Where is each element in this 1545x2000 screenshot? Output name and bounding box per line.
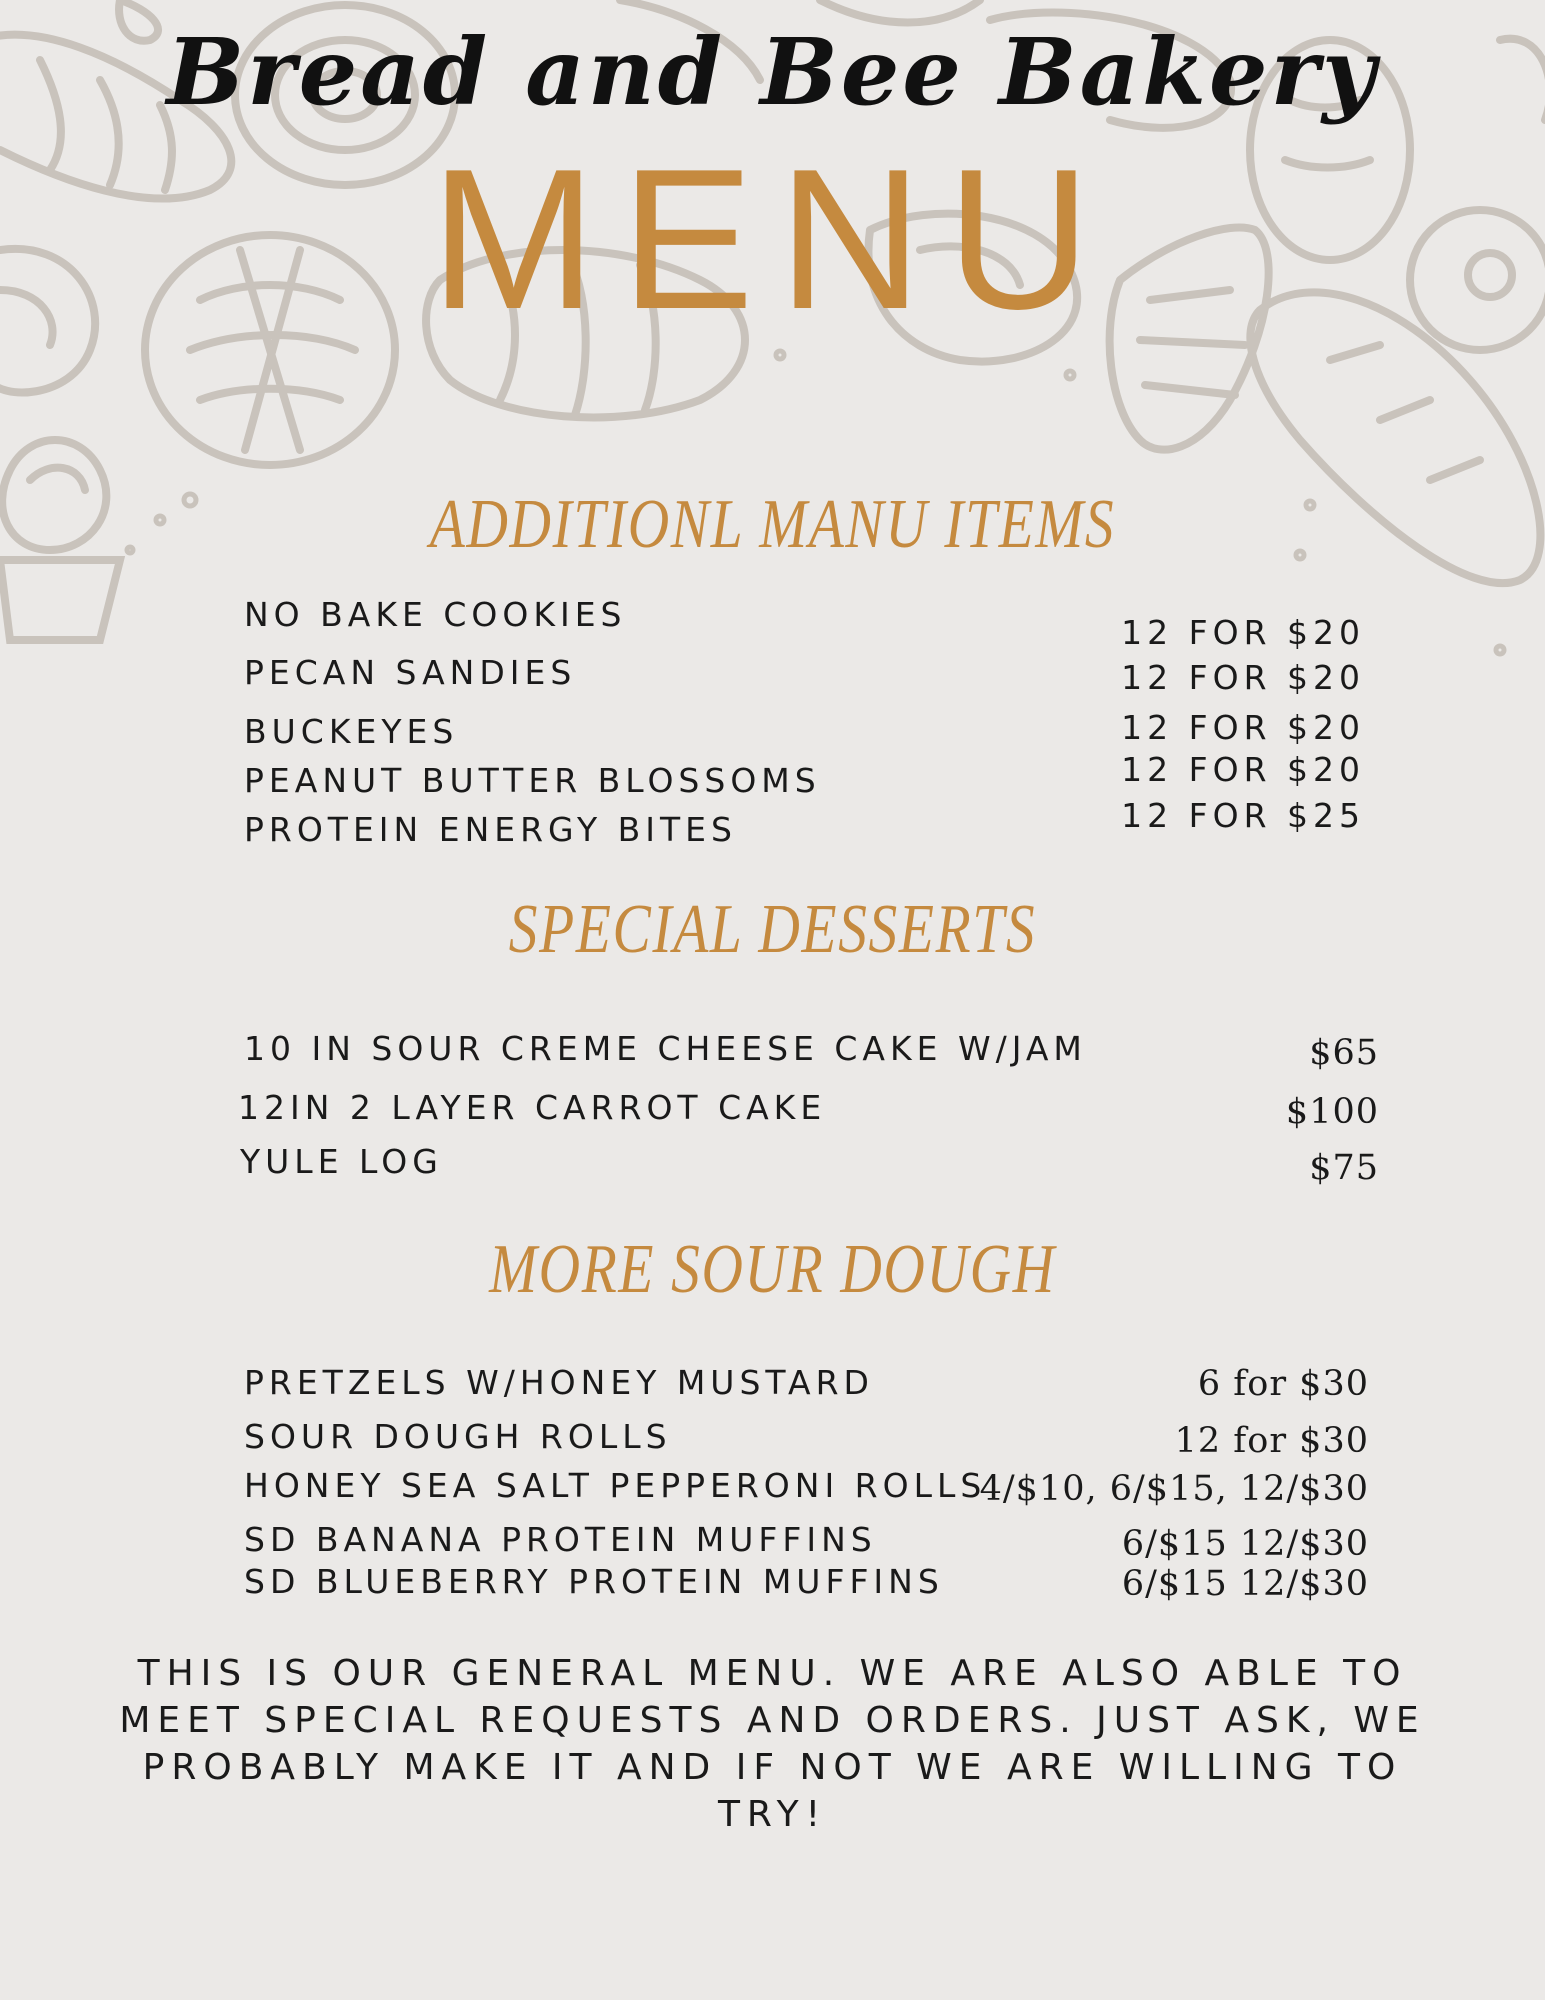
menu-item-price: 12 FOR $25 — [1121, 796, 1365, 835]
menu-item-name: SD BLUEBERRY PROTEIN MUFFINS — [244, 1562, 944, 1601]
menu-item-price: $100 — [1285, 1092, 1379, 1132]
footer-note: THIS IS OUR GENERAL MENU. WE ARE ALSO ABLE TO MEET SPECIAL REQUESTS AND ORDERS. JUST ASK, WE PROBABLY MAKE IT AND IF NOT WE ARE WILLING TO TRY! — [119, 1653, 1426, 1835]
menu-title: MENU — [430, 128, 1115, 351]
section-heading-additional-items: ADDITIONL MANU ITEMS — [429, 486, 1116, 563]
menu-item-name: PRETZELS W/HONEY MUSTARD — [244, 1363, 874, 1402]
menu-item-price: 12 FOR $20 — [1121, 708, 1365, 747]
menu-item-name: 10 IN SOUR CREME CHEESE CAKE W/JAM — [244, 1029, 1087, 1068]
cupcake-icon — [0, 440, 120, 640]
menu-item-name: BUCKEYES — [244, 712, 459, 751]
menu-item-name: PEANUT BUTTER BLOSSOMS — [244, 761, 821, 800]
menu-item-name: 12IN 2 LAYER CARROT CAKE — [238, 1088, 827, 1127]
menu-item-name: YULE LOG — [240, 1142, 443, 1181]
menu-item-name: PROTEIN ENERGY BITES — [244, 810, 737, 849]
menu-item-price: $65 — [1309, 1033, 1379, 1073]
menu-item-price: $75 — [1309, 1148, 1379, 1188]
menu-item-name: HONEY SEA SALT PEPPERONI ROLLS — [244, 1466, 987, 1505]
menu-item-name: SD BANANA PROTEIN MUFFINS — [244, 1520, 877, 1559]
menu-item-name: SOUR DOUGH ROLLS — [244, 1417, 672, 1456]
menu-item-price: 12 FOR $20 — [1121, 750, 1365, 789]
menu-item-price: 6/$15 12/$30 — [1121, 1524, 1369, 1564]
menu-item-price: 12 FOR $20 — [1121, 613, 1365, 652]
menu-item-price: 4/$10, 6/$15, 12/$30 — [979, 1469, 1369, 1509]
menu-item-price: 12 for $30 — [1174, 1421, 1369, 1461]
bakery-name: Bread and Bee Bakery — [166, 18, 1379, 126]
menu-item-name: PECAN SANDIES — [244, 653, 577, 692]
menu-item-price: 6 for $30 — [1197, 1364, 1369, 1404]
section-heading-special-desserts: SPECIAL DESSERTS — [508, 891, 1037, 968]
menu-item-price: 6/$15 12/$30 — [1121, 1564, 1369, 1604]
menu-item-name: NO BAKE COOKIES — [244, 595, 627, 634]
menu-item-price: 12 FOR $20 — [1121, 658, 1365, 697]
section-heading-more-sour-dough: MORE SOUR DOUGH — [489, 1231, 1056, 1308]
